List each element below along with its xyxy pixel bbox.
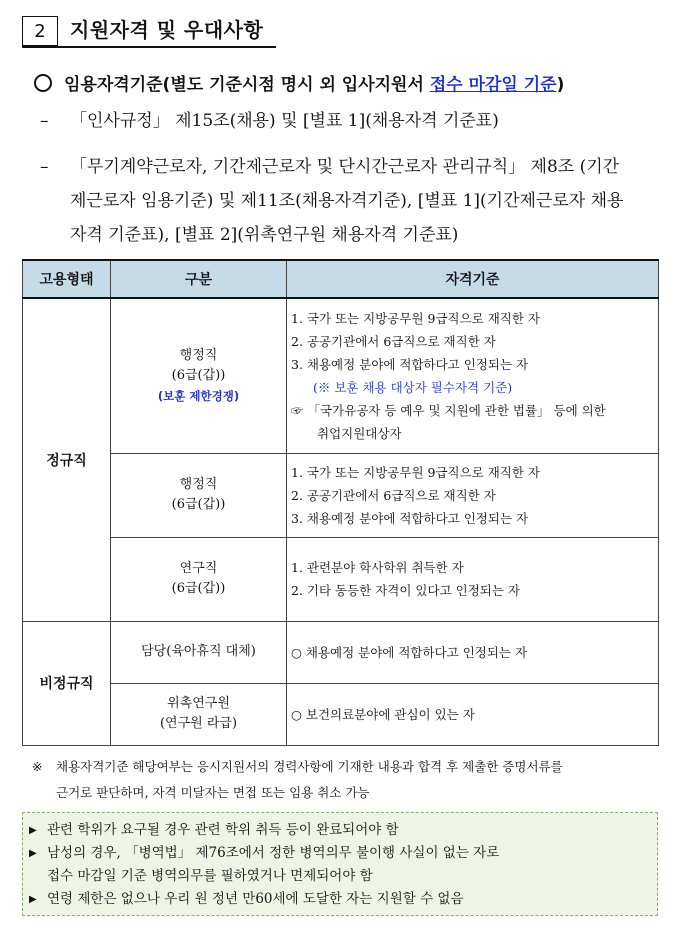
category-cell: 위촉연구원 (연구원 라급) <box>111 683 287 745</box>
list-item: ▶ 관련 학위가 요구될 경우 관련 학위 취득 등이 완료되어야 함 <box>29 819 657 842</box>
section-number: 2 <box>22 16 58 46</box>
qualification-table <box>22 259 659 746</box>
rule-1: – 「인사규정」 제15조(채용) 및 [별표 1](채용자격 기준표) <box>40 111 499 131</box>
rule-2-line-2: 제근로자 임용기준) 및 제11조(채용자격기준), [별표 1](기간제근로자 채용 <box>70 191 624 211</box>
heading-note: 별도 기준시점 명시 외 입사지원서 <box>170 75 430 95</box>
criteria-cell: 1. 국가 또는 지방공무원 9급직으로 재직한 자 2. 공공기관에서 6급직으로 재직한 자 3. 채용예정 분야에 적합하다고 인정되는 자 <box>287 453 659 537</box>
additional-conditions-box: ▶ 관련 학위가 요구될 경우 관련 학위 취득 등이 완료되어야 함 ▶ 남성의 경우, 「병역법」 제76조에서 정한 병역의무 불이행 사실이 없는 자로 접수 마감일 기준 병역의무를 필하였거나 면제되어야 함 ▶ 연령 제한은 없으나 우리 원 정년 만60세에 도달한 자는 지원할 수 없음 <box>22 812 658 916</box>
rule-2-line-3: 자격 기준표), [별표 2](위촉연구원 채용자격 기준표) <box>70 225 459 245</box>
employment-type-nonregular: 비정규직 <box>23 621 111 745</box>
note-mark: ※ <box>32 759 43 774</box>
criteria-cell: ○ 보건의료분야에 관심이 있는 자 <box>287 683 659 745</box>
circle-bullet-icon <box>34 74 52 92</box>
employment-type-regular: 정규직 <box>23 298 111 621</box>
footnote: ※ 채용자격기준 해당여부는 응시지원서의 경력사항에 기재한 내용과 합격 후 제출한 증명서류를 근거로 판단하며, 자격 미달자는 면접 또는 임용 취소 가능 <box>32 754 662 806</box>
table-row <box>23 537 659 621</box>
criteria-cell: ○ 채용예정 분야에 적합하다고 인정되는 자 <box>287 621 659 683</box>
triangle-bullet-icon: ▶ <box>29 848 37 859</box>
triangle-bullet-icon: ▶ <box>29 825 37 836</box>
section-underline <box>22 46 276 48</box>
category-cell: 행정직 (6급(갑)) <box>111 453 287 537</box>
list-item: ▶ 남성의 경우, 「병역법」 제76조에서 정한 병역의무 불이행 사실이 없는 자로 <box>29 842 657 865</box>
header-employment-type: 고용형태 <box>23 260 111 298</box>
rule-2: – 「무기계약근로자, 기간제근로자 및 단시간근로자 관리규칙」 제8조 (기간 <box>40 157 620 177</box>
header-category: 구분 <box>111 260 287 298</box>
criteria-note: (※ 보훈 채용 대상자 필수자격 기준) <box>313 379 513 395</box>
category-cell: 행정직 (6급(갑)) (보훈 제한경쟁) <box>111 298 287 453</box>
header-criteria: 자격기준 <box>287 260 659 298</box>
criteria-cell: 1. 관련분야 학사학위 취득한 자 2. 기타 동등한 자격이 있다고 인정되는 자 <box>287 537 659 621</box>
table-header-row <box>23 260 659 298</box>
criteria-cell: 1. 국가 또는 지방공무원 9급직으로 재직한 자 2. 공공기관에서 6급직으로 재직한 자 3. 채용예정 분야에 적합하다고 인정되는 자 (※ 보훈 채용 대상자 필수자격 기준) ☞ 「국가유공자 등 예우 및 지원에 관한 법률」 등에 의한 취업지원대상자 <box>287 298 659 453</box>
category-note: (보훈 제한경쟁) <box>157 388 240 403</box>
category-cell: 연구직 (6급(갑)) <box>111 537 287 621</box>
table-row <box>23 621 659 683</box>
qualification-heading: 임용자격기준(별도 기준시점 명시 외 입사지원서 접수 마감일 기준) <box>34 70 564 95</box>
triangle-bullet-icon: ▶ <box>29 894 37 905</box>
heading-highlight: 접수 마감일 기준 <box>429 75 557 95</box>
table-row <box>23 298 659 453</box>
table-row <box>23 453 659 537</box>
list-item: ▶ 연령 제한은 없으나 우리 원 정년 만60세에 도달한 자는 지원할 수 없음 <box>29 888 657 911</box>
section-title: 지원자격 및 우대사항 <box>70 18 264 42</box>
table-row <box>23 683 659 745</box>
category-cell: 담당(육아휴직 대체) <box>111 621 287 683</box>
